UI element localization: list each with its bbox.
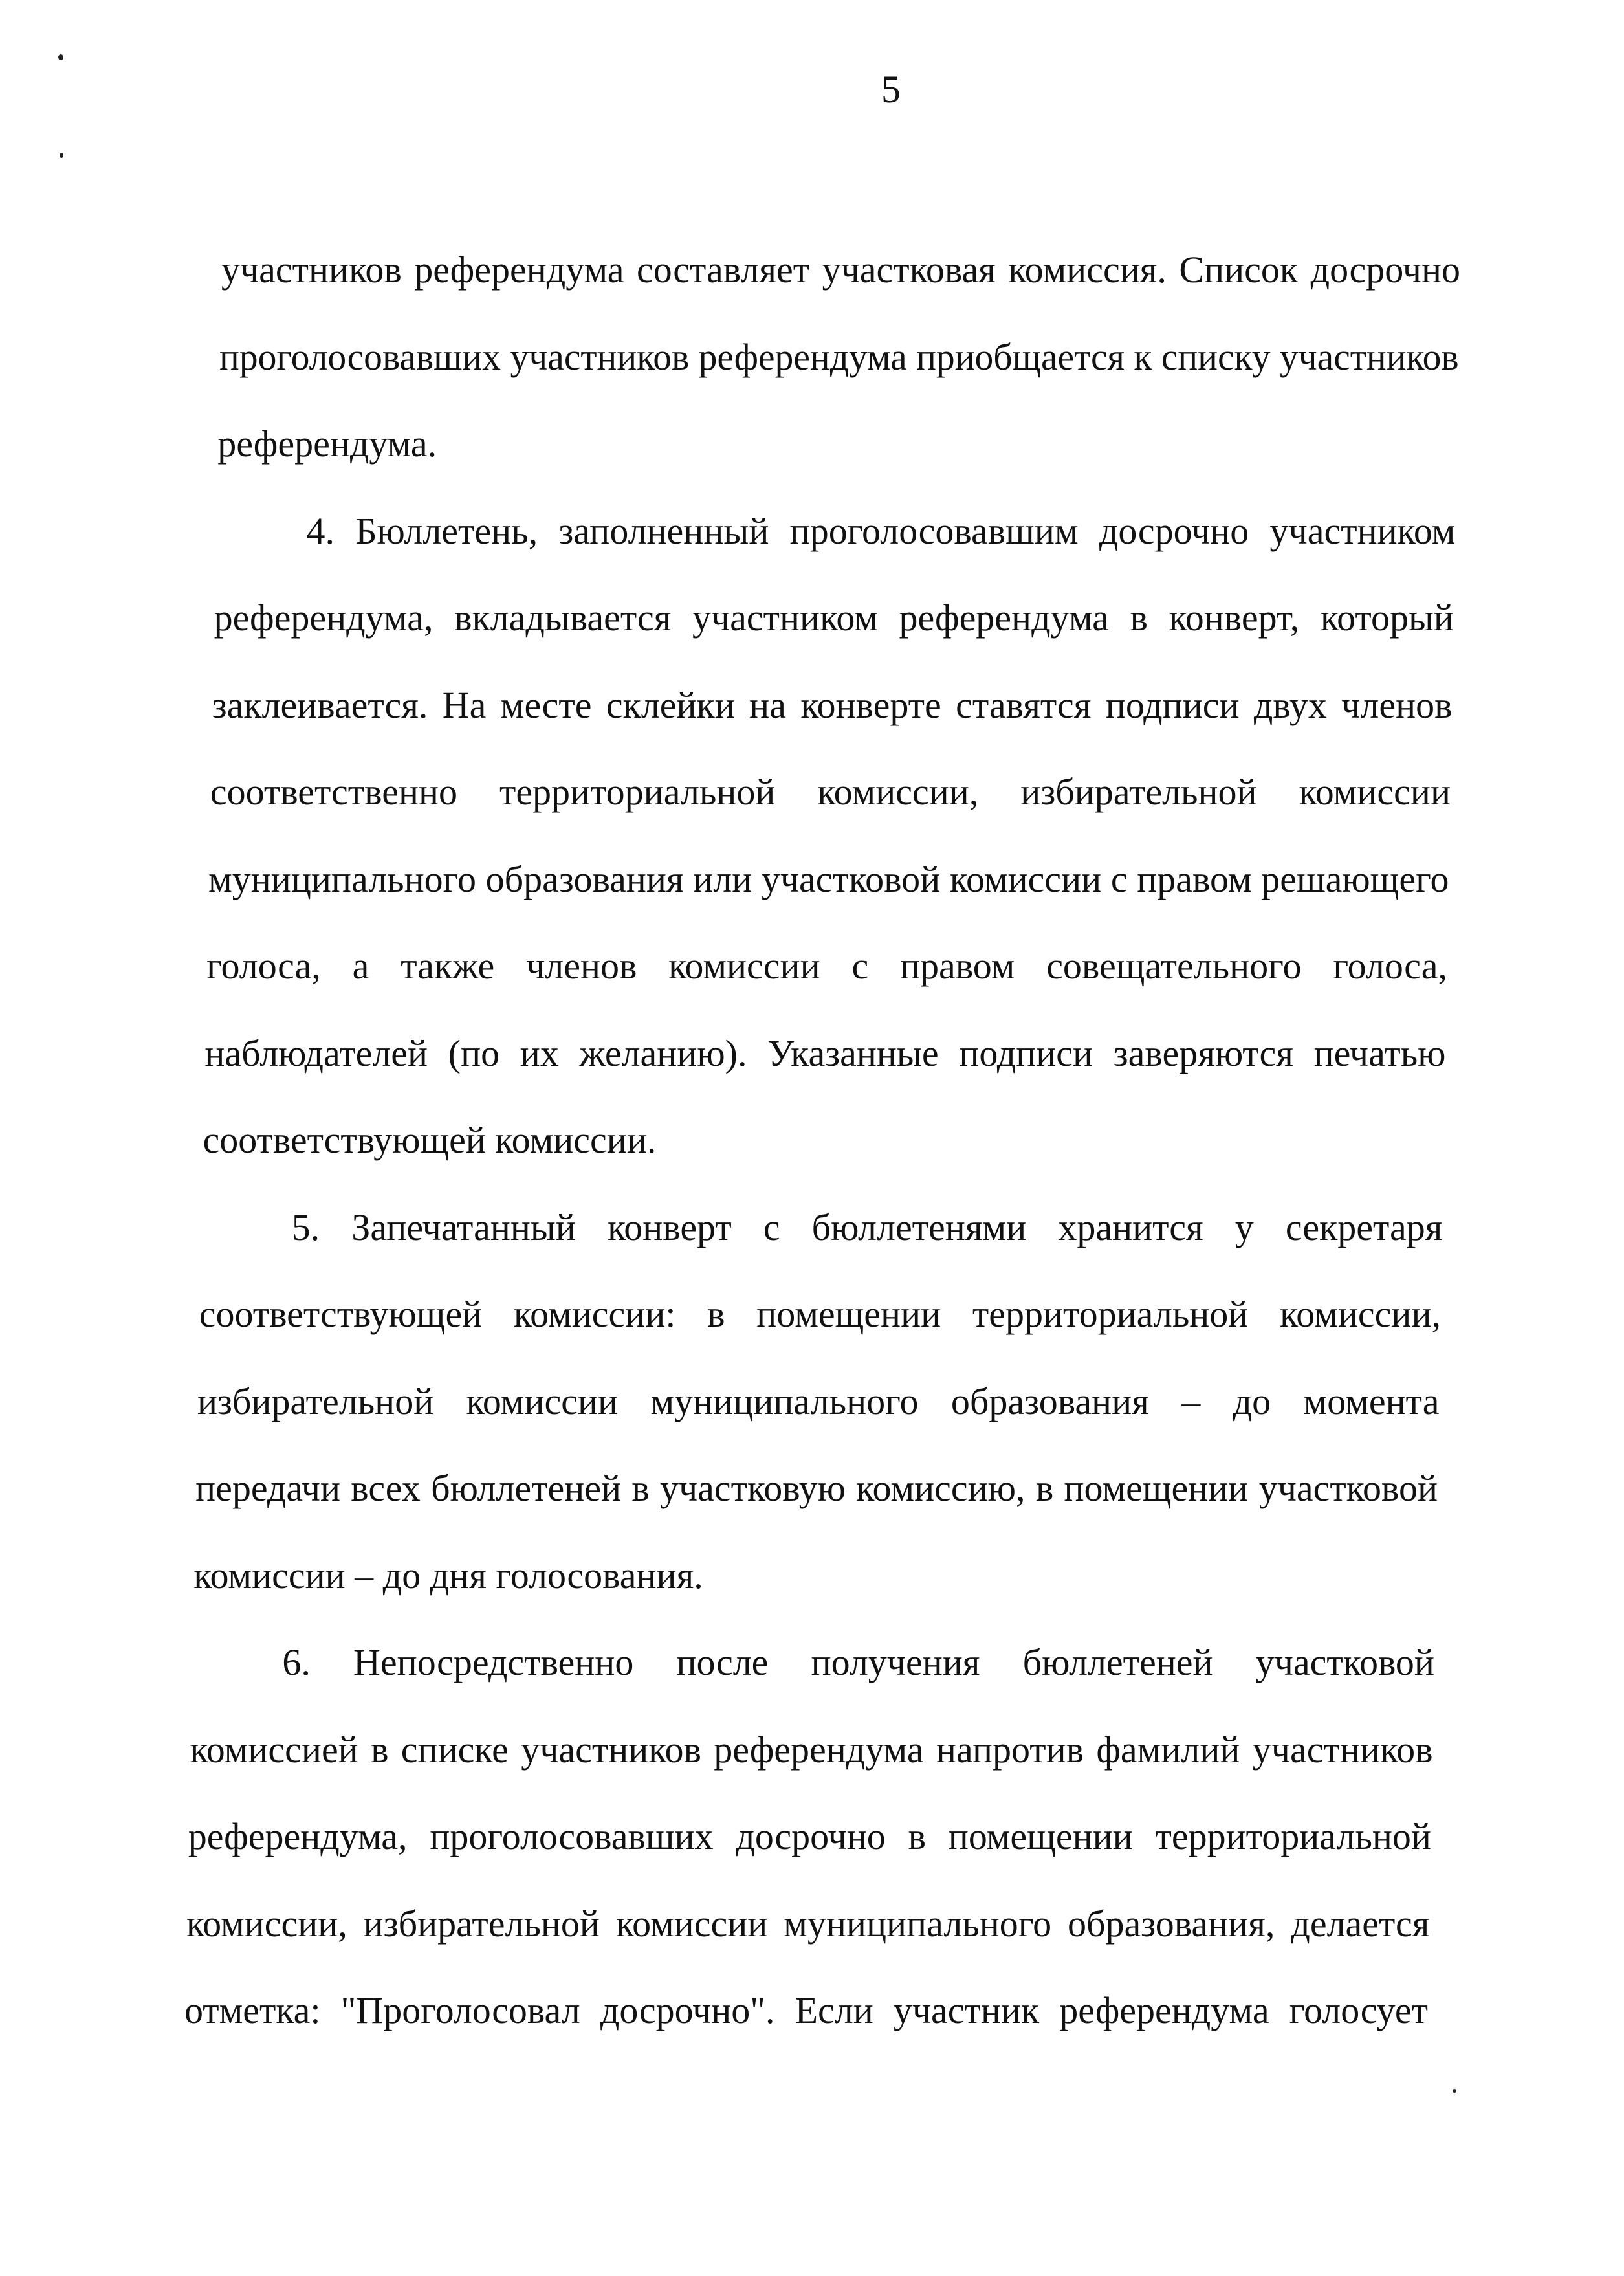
scan-speck <box>58 54 63 60</box>
scan-speck <box>60 153 63 158</box>
text-line: соответствующей комиссии: в помещении территориальной комиссии, <box>199 1293 1441 1335</box>
text-line: соответственно территориальной комиссии, избирательной комиссии <box>210 771 1451 813</box>
page-number: 5 <box>881 68 901 111</box>
text-line: референдума. <box>217 423 437 465</box>
text-line: наблюдателей (по их желанию). Указанные подписи заверяются печатью <box>204 1032 1446 1074</box>
text-line: передачи всех бюллетеней в участковую комиссию, в помещении участковой <box>195 1467 1438 1509</box>
text-line: муниципального образования или участковой комиссии с правом решающего <box>208 857 1449 900</box>
text-line: заклеивается. На месте склейки на конверте ставятся подписи двух членов <box>212 683 1453 726</box>
text-line: референдума, вкладывается участником референдума в конверт, который <box>214 597 1454 639</box>
paragraph-first-line: 4. Бюллетень, заполненный проголосовавшим досрочно участником <box>306 509 1456 552</box>
text-line: голоса, а также членов комиссии с правом совещательного голоса, <box>206 945 1447 987</box>
paragraph-first-line: 6. Непосредственно после получения бюллетеней участковой <box>282 1641 1434 1683</box>
scan-speck <box>1453 2089 1456 2093</box>
text-line: комиссией в списке участников референдума напротив фамилий участников <box>190 1728 1433 1771</box>
text-line: референдума, проголосовавших досрочно в помещении территориальной <box>188 1815 1431 1857</box>
text-line: соответствующей комиссии. <box>203 1119 657 1161</box>
paragraph-first-line: 5. Запечатанный конверт с бюллетенями хранится у секретаря <box>291 1206 1443 1248</box>
text-line: комиссии, избирательной комиссии муниципального образования, делается <box>186 1902 1430 1945</box>
text-line: отметка: "Проголосовал досрочно". Если участник референдума голосует <box>184 1989 1428 2031</box>
text-line: участников референдума составляет участковая комиссия. Список досрочно <box>221 249 1460 291</box>
text-line: комиссии – до дня голосования. <box>193 1554 703 1597</box>
text-line: избирательной комиссии муниципального образования – до момента <box>197 1380 1440 1422</box>
text-line: проголосовавших участников референдума приобщается к списку участников <box>219 335 1459 378</box>
